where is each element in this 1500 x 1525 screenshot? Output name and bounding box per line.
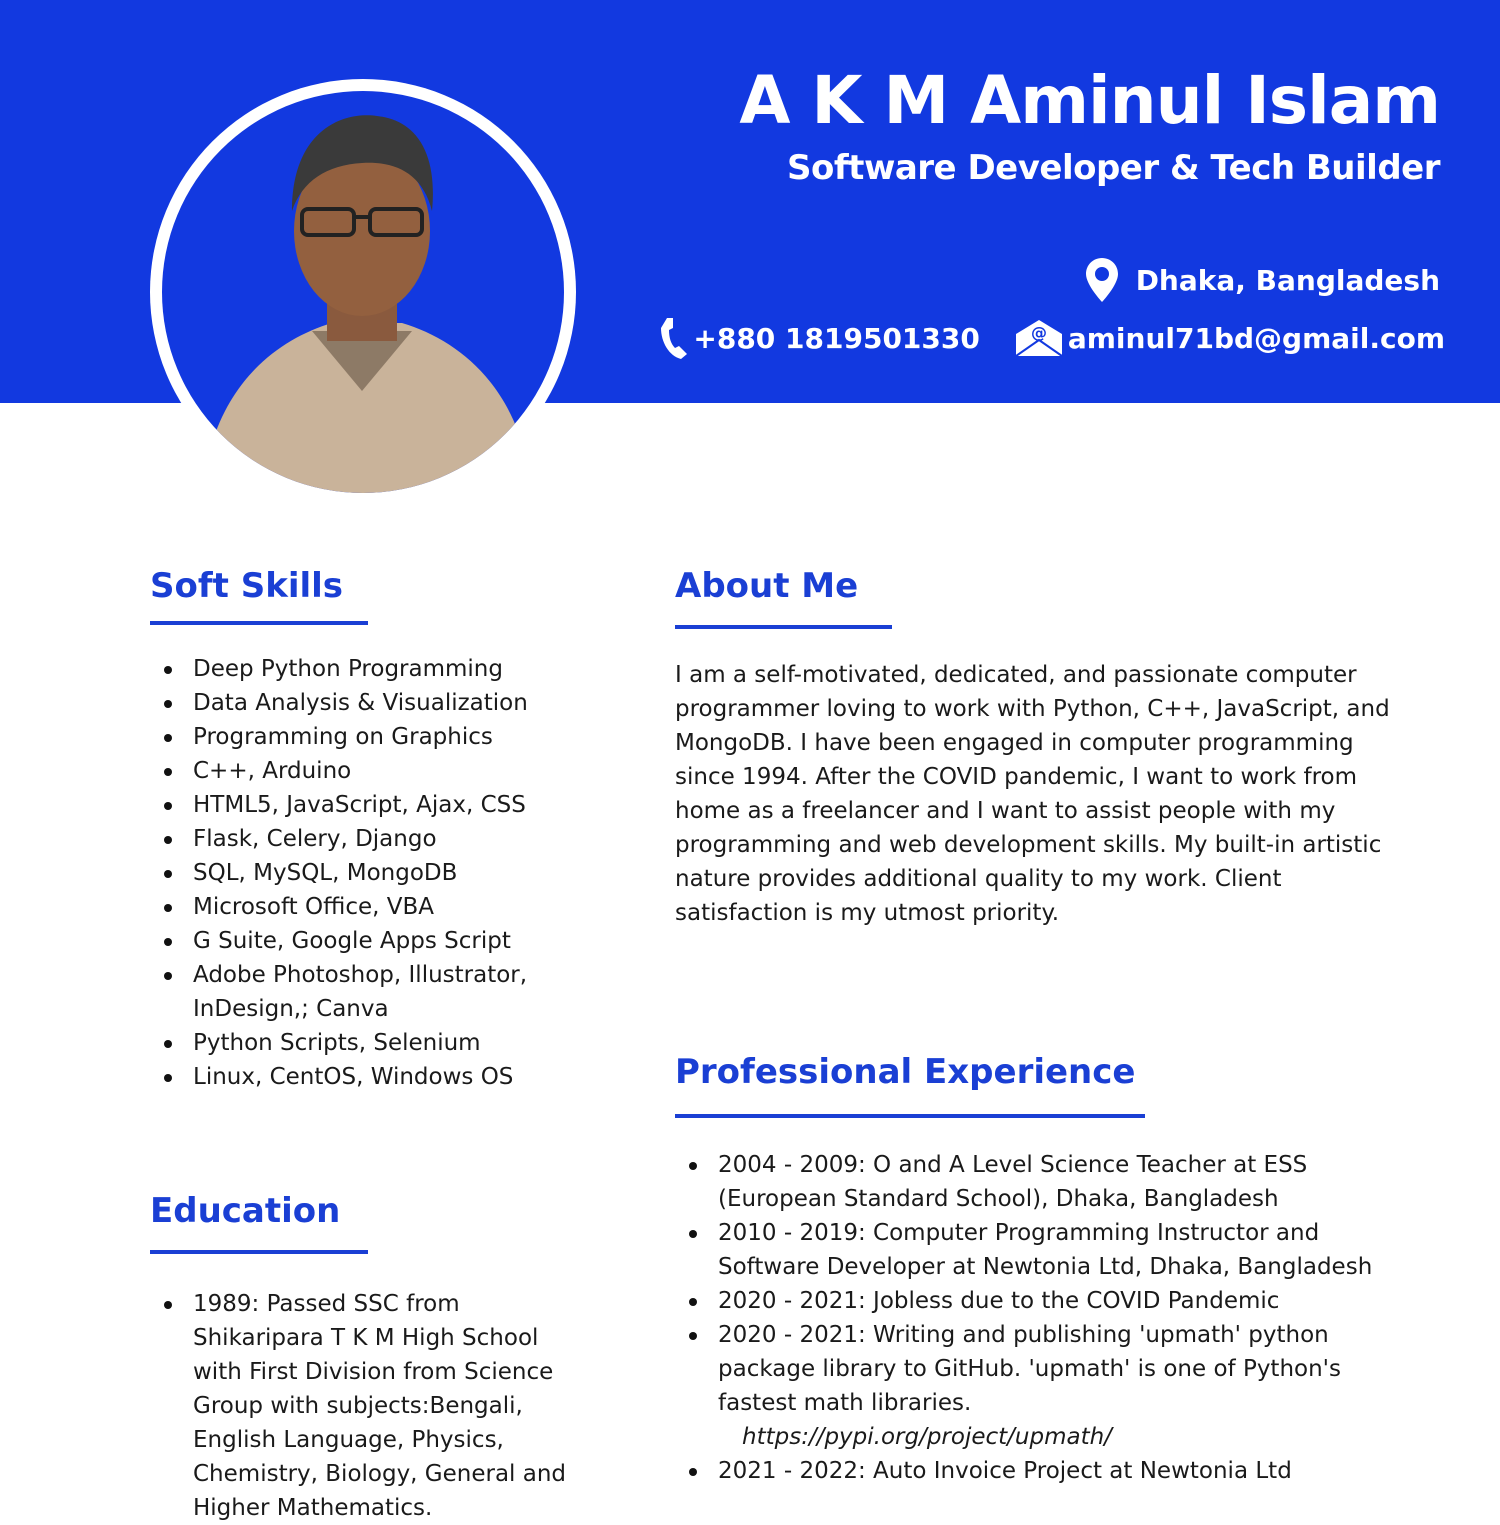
list-item: Programming on Graphics (150, 720, 590, 754)
list-item: G Suite, Google Apps Script (150, 924, 590, 958)
location (1086, 258, 1440, 302)
email-address[interactable]: aminul71bd@gmail.com (1067, 321, 1445, 355)
list-item (675, 1318, 1375, 1454)
list-item: Adobe Photoshop, Illustrator, InDesign,; Canva (150, 958, 553, 1026)
phone (659, 316, 979, 360)
education-heading: Education (150, 1191, 341, 1231)
list-item: SQL, MySQL, MongoDB (150, 856, 590, 890)
education-list (150, 1287, 590, 1525)
list-item: Linux, CentOS, Windows OS (150, 1060, 590, 1094)
list-item: C++, Arduino (150, 754, 590, 788)
about-text: I am a self-motivated, dedicated, and passionate computer programmer loving to work with Python, C++, JavaScript, and MongoDB. I have been engaged in computer programming since 1994. After the COVID pandemic, I want to work from home as a freelancer and I want to assist people with my programming and web development skills. My built-in artistic nature provides additional quality to my work. Client satisfaction is my utmost priority. (675, 662, 1390, 926)
email-envelope-icon (1014, 318, 1064, 358)
list-item: Data Analysis & Visualization (150, 686, 590, 720)
experience-heading: Professional Experience (675, 1052, 1136, 1092)
profile-photo (150, 79, 576, 505)
phone-icon (659, 316, 689, 360)
soft-skills-list (150, 652, 590, 1094)
location-pin-icon (1086, 258, 1118, 302)
experience-list (675, 1148, 1375, 1488)
experience-rule (675, 1114, 1145, 1118)
list-item: Flask, Celery, Django (150, 822, 590, 856)
about-heading: About Me (675, 566, 859, 606)
list-item: 2021 - 2022: Auto Invoice Project at Newtonia Ltd (675, 1454, 1375, 1488)
email (1014, 318, 1445, 358)
list-item: 1989: Passed SSC from Shikaripara T K M High School with First Division from Science Group with subjects:Bengali, English Language, Physics, Chemistry, Biology, General and Higher Mathematics. (150, 1287, 590, 1525)
list-item: Python Scripts, Selenium (150, 1026, 590, 1060)
soft-skills-heading: Soft Skills (150, 566, 344, 606)
svg-text:@: @ (1030, 323, 1047, 342)
education-rule (150, 1250, 368, 1254)
candidate-title: Software Developer & Tech Builder (787, 148, 1440, 188)
list-item: 2020 - 2021: Jobless due to the COVID Pandemic (675, 1284, 1375, 1318)
list-item: 2004 - 2009: O and A Level Science Teacher at ESS (European Standard School), Dhaka, Bangladesh (675, 1148, 1375, 1216)
experience-text: 2020 - 2021: Writing and publishing 'upmath' python package library to GitHub. 'upmath' is one of Python's fastest math libraries. (718, 1322, 1341, 1416)
candidate-name: A K M Aminul Islam (739, 62, 1440, 139)
list-item: 2010 - 2019: Computer Programming Instructor and Software Developer at Newtonia Ltd, Dhaka, Bangladesh (675, 1216, 1375, 1284)
list-item: Microsoft Office, VBA (150, 890, 590, 924)
list-item: Deep Python Programming (150, 652, 590, 686)
upmath-link[interactable]: https://pypi.org/project/upmath/ (742, 1424, 1112, 1450)
phone-number[interactable]: +880 1819501330 (693, 321, 980, 355)
contact-row (659, 316, 1445, 360)
list-item: HTML5, JavaScript, Ajax, CSS (150, 788, 590, 822)
soft-skills-rule (150, 621, 368, 625)
location-text: Dhaka, Bangladesh (1135, 263, 1440, 297)
about-rule (675, 625, 892, 629)
